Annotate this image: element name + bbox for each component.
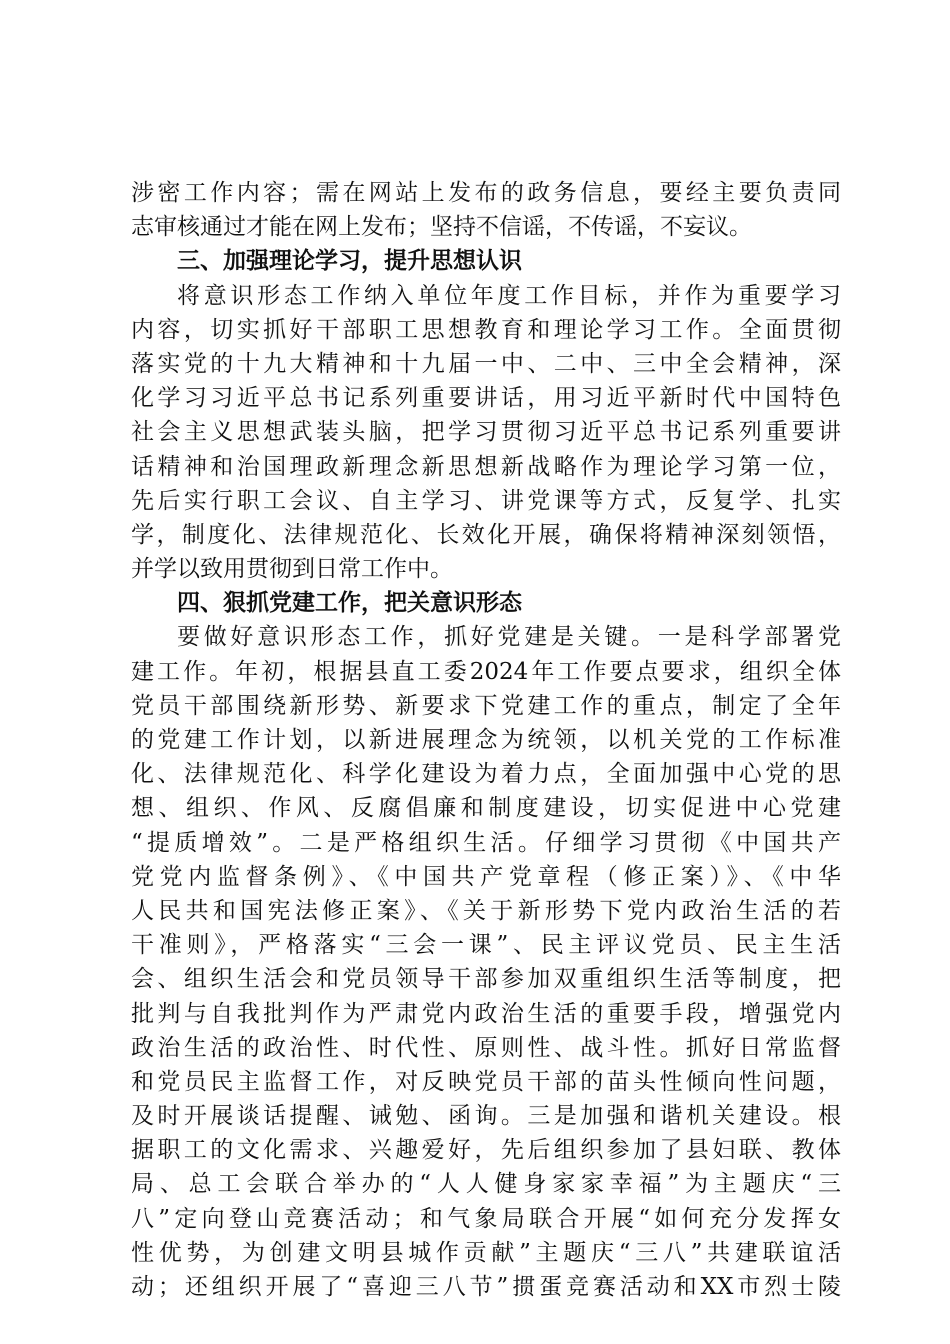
body-line: 涉密工作内容；需在网站上发布的政务信息，要经主要负责同 <box>131 180 841 206</box>
body-line: 化、法律规范化、科学化建设为着力点，全面加强中心党的思 <box>131 761 841 788</box>
body-line: 批判与自我批判作为严肃党内政治生活的重要手段，增强党内 <box>131 1000 841 1027</box>
body-line: 人民共和国宪法修正案》、《关于新形势下党内政治生活的若 <box>131 897 841 924</box>
body-line: 学，制度化、法律规范化、长效化开展，确保将精神深刻领悟， <box>131 521 841 548</box>
body-line: 干准则》，严格落实“三会一课”、民主评议党员、民主生活 <box>131 932 841 959</box>
body-line: 和党员民主监督工作，对反映党员干部的苗头性倾向性问题， <box>131 1068 841 1095</box>
paragraph-first-line: 将意识形态工作纳入单位年度工作目标，并作为重要学习 <box>177 282 841 309</box>
body-line: 落实党的十九大精神和十九届一中、二中、三中全会精神，深 <box>131 350 841 377</box>
body-line: 建工作。年初，根据县直工委2024年工作要点要求，组织全体 <box>131 658 841 685</box>
body-line: 及时开展谈话提醒、诫勉、函询。三是加强和谐机关建设。根 <box>131 1103 841 1130</box>
body-line: 化学习习近平总书记系列重要讲话，用习近平新时代中国特色 <box>131 385 841 412</box>
body-line: 志审核通过才能在网上发布；坚持不信谣，不传谣，不妄议。 <box>131 214 752 241</box>
body-line: 政治生活的政治性、时代性、原则性、战斗性。抓好日常监督 <box>131 1034 841 1061</box>
document-body <box>131 176 841 1304</box>
body-line: 八”定向登山竞赛活动；和气象局联合开展“如何充分发挥女 <box>131 1205 841 1232</box>
body-line: 的党建工作计划，以新进展理念为统领，以机关党的工作标准 <box>131 727 841 753</box>
body-line: 局、总工会联合举办的“人人健身家家幸福”为主题庆“三 <box>131 1171 841 1198</box>
body-line: 性优势，为创建文明县城作贡献”主题庆“三八”共建联谊活 <box>131 1239 841 1266</box>
body-line: 话精神和治国理政新理念新思想新战略作为理论学习第一位， <box>131 453 841 480</box>
body-line: 会、组织生活会和党员领导干部参加双重组织生活等制度，把 <box>131 966 841 993</box>
body-line: 社会主义思想武装头脑，把学习贯彻习近平总书记系列重要讲 <box>131 419 841 446</box>
body-line: 内容，切实抓好干部职工思想教育和理论学习工作。全面贯彻 <box>131 316 841 343</box>
body-line: 并学以致用贯彻到日常工作中。 <box>131 556 453 583</box>
body-line: 先后实行职工会议、自主学习、讲党课等方式，反复学、扎实 <box>131 487 841 514</box>
section-heading: 四、狠抓党建工作，把关意识形态 <box>177 590 522 617</box>
body-line: 党员干部围绕新形势、新要求下党建工作的重点，制定了全年 <box>131 692 841 719</box>
body-line: 动；还组织开展了“喜迎三八节”掼蛋竞赛活动和XX市烈士陵 <box>131 1274 841 1300</box>
body-line: 想、组织、作风、反腐倡廉和制度建设，切实促进中心党建 <box>131 795 841 822</box>
body-line: “提质增效”。二是严格组织生活。仔细学习贯彻《中国共产 <box>131 829 841 856</box>
section-heading: 三、加强理论学习，提升思想认识 <box>177 248 522 275</box>
body-line: 据职工的文化需求、兴趣爱好，先后组织参加了县妇联、教体 <box>131 1137 841 1164</box>
paragraph-first-line: 要做好意识形态工作，抓好党建是关键。一是科学部署党 <box>177 624 841 651</box>
body-line: 党党内监督条例》、《中国共产党章程（修正案）》、《中华 <box>131 863 841 890</box>
